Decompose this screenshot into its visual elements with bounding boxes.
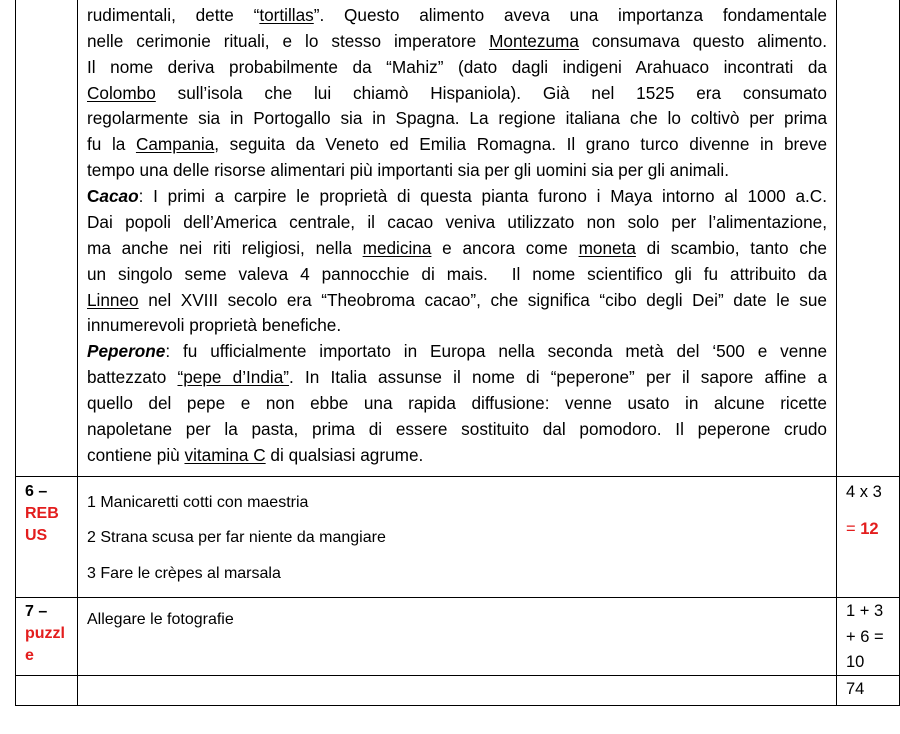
row6-score-equals: =: [846, 520, 861, 538]
text-line: [87, 417, 827, 443]
text-span: quello del pepe e non ebbe una rapida diffusione: venne usato in alcune ricette: [87, 393, 827, 413]
text-span: di qualsiasi agrume.: [265, 445, 424, 465]
text-line: [87, 158, 827, 184]
underlined-term: Colombo: [87, 83, 156, 103]
text-span: : I primi a carpire le proprietà di questa pianta furono i Maya intorno al 1000 a.C.: [138, 186, 827, 206]
text-line: [87, 132, 827, 158]
underlined-term: “pepe d’India”: [177, 367, 290, 387]
underlined-term: Campania: [135, 134, 215, 154]
text-span: innumerevoli proprietà benefiche.: [87, 315, 342, 335]
row6-title-line1: REB: [25, 505, 59, 522]
text-line: [87, 236, 827, 262]
rebus-item: 1 Manicaretti cotti con maestria: [87, 494, 309, 511]
row6-score-formula: 4 x 3: [846, 483, 882, 501]
text-span: nel XVIII secolo era “Theobroma cacao”, che significa “cibo degli Dei” date le sue: [138, 290, 827, 310]
row7-score-formula-line1: 1 + 3: [846, 602, 884, 620]
text-line: [87, 3, 827, 29]
row7-number: 7 –: [25, 603, 48, 620]
text-span: tempo una delle risorse alimentari più importanti sia per gli uomini sia per gli animali.: [87, 160, 729, 180]
rebus-item: 2 Strana scusa per far niente da mangiare: [87, 529, 386, 546]
row7-score-value: 10: [846, 653, 865, 671]
text-line: [87, 262, 827, 288]
text-line: [87, 339, 827, 365]
row7-label: [25, 601, 65, 667]
text-span: rudimentali, dette “: [87, 5, 260, 25]
row6-score-result: [846, 519, 879, 540]
text-line: [87, 288, 827, 314]
row6-label: [25, 481, 59, 547]
term-cacao: acao: [99, 186, 139, 206]
text-line: [87, 365, 827, 391]
term-peperone: Peperone: [87, 341, 166, 361]
text-span: sull’isola che lui chiamò Hispaniola). Già nel 1525 era consumato: [155, 83, 827, 103]
text-span: nelle cerimonie rituali, e lo stesso imperatore: [87, 31, 490, 51]
row7-title-line2: e: [25, 647, 34, 664]
text-line: [87, 210, 827, 236]
text-line: [87, 313, 827, 339]
text-span: ma anche nei riti religiosi, nella: [87, 238, 363, 258]
text-line: [87, 106, 827, 132]
text-span: un singolo seme valeva 4 pannocchie di mais. Il nome scientifico gli fu attribuito da: [87, 264, 827, 284]
text-span: e ancora come: [431, 238, 579, 258]
row7-title-line1: puzzl: [25, 625, 65, 642]
text-span: fu la: [87, 134, 136, 154]
text-span: consumava questo alimento.: [578, 31, 827, 51]
text-span: , seguita da Veneto ed Emilia Romagna. Il grano turco divenne in breve: [214, 134, 827, 154]
text-span: battezzato: [87, 367, 178, 387]
text-line: [87, 81, 827, 107]
text-line: [87, 443, 827, 469]
row6-score-value: 12: [860, 520, 879, 538]
row6-title-line2: US: [25, 527, 48, 544]
text-line: [87, 184, 827, 210]
puzzle-instruction: Allegare le fotografie: [87, 611, 234, 628]
row-divider-1: [15, 476, 900, 477]
text-span: Il nome deriva probabilmente da “Mahiz” (dato dagli indigeni Arahuaco incontrati da: [87, 57, 827, 77]
term-cacao-initial: C: [87, 186, 100, 206]
text-span: di scambio, tanto che: [635, 238, 827, 258]
underlined-term: Linneo: [87, 290, 139, 310]
row-divider-2: [15, 597, 900, 598]
text-span: napoletane per la pasta, prima di essere sostituito dal pomodoro. Il peperone crudo: [87, 419, 827, 439]
text-line: [87, 29, 827, 55]
underlined-term: moneta: [578, 238, 636, 258]
row-divider-3: [15, 675, 900, 676]
rebus-item: 3 Fare le crèpes al marsala: [87, 565, 281, 582]
text-span: regolarmente sia in Portogallo sia in Spagna. La regione italiana che lo coltivò per prima: [87, 108, 827, 128]
text-span: contiene più: [87, 445, 185, 465]
table-border-left: [15, 0, 16, 706]
text-line: [87, 391, 827, 417]
underlined-term: vitamina C: [184, 445, 266, 465]
text-span: ”. Questo alimento aveva una importanza fondamentale: [313, 5, 827, 25]
table-border-bottom: [15, 705, 900, 706]
table-border-col1: [77, 0, 78, 706]
row7-score-formula-line2: + 6 =: [846, 628, 884, 646]
text-span: : fu ufficialmente importato in Europa nella seconda metà del ‘500 e venne: [165, 341, 827, 361]
total-score: 74: [846, 680, 865, 698]
text-span: Dai popoli dell’America centrale, il cacao veniva utilizzato non solo per l’alimentazione,: [87, 212, 827, 232]
underlined-term: tortillas: [259, 5, 314, 25]
text-line: [87, 55, 827, 81]
table-border-col2: [836, 0, 837, 706]
row6-number: 6 –: [25, 483, 48, 500]
underlined-term: medicina: [362, 238, 432, 258]
underlined-term: Montezuma: [489, 31, 579, 51]
text-span: . In Italia assunse il nome di “peperone” per il sapore affine a: [289, 367, 828, 387]
